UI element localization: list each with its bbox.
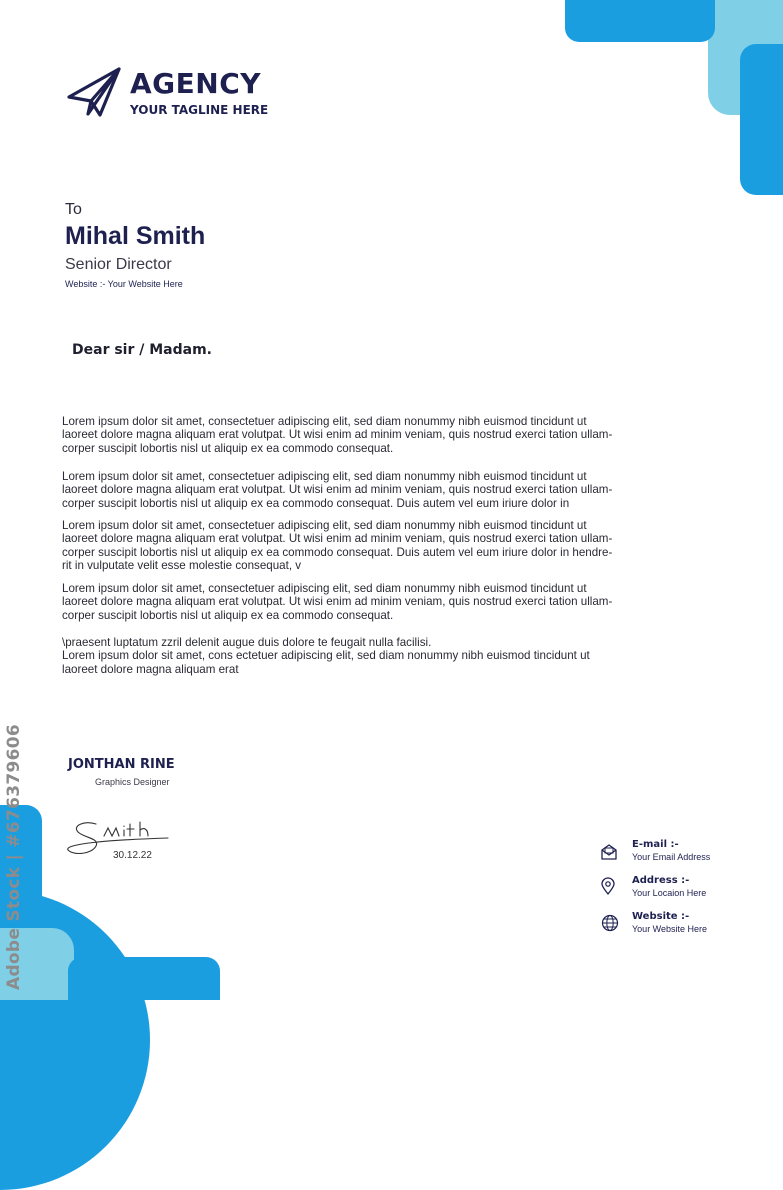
recipient-title: Senior Director (65, 256, 172, 273)
address-label: Address :- (632, 875, 690, 886)
website-label: Website :- (632, 911, 690, 922)
body-paragraph: Lorem ipsum dolor sit amet, consectetuer adipiscing elit, sed diam nonummy nibh euismod tincidunt ut laoreet dolore magna aliquam erat volutpat. Ut wisi enim ad minim veniam, quis nostrud exerci tation ullam- corper suscipit lobortis nisl ut aliquip ex ea commodo consequat. (62, 582, 613, 622)
globe-icon (601, 914, 619, 932)
brand-tagline: YOUR TAGLINE HERE (130, 103, 269, 117)
email-label: E-mail :- (632, 839, 679, 850)
to-label: To (65, 201, 82, 218)
corner-bar-top (565, 0, 715, 42)
salutation: Dear sir / Madam. (72, 342, 212, 358)
brand-name: AGENCY (130, 67, 262, 100)
signer-name: JONTHAN RINE (68, 757, 175, 772)
website-value: Your Website Here (632, 924, 708, 934)
recipient-website: Website :- Your Website Here (65, 279, 183, 289)
address-value: Your Locaion Here (632, 888, 707, 898)
body-paragraph: Lorem ipsum dolor sit amet, consectetuer adipiscing elit, sed diam nonummy nibh euismod tincidunt ut laoreet dolore magna aliquam erat volutpat. Ut wisi enim ad minim veniam, quis nostrud exerci tation ullam- corper suscipit lobortis nisl ut aliquip ex ea commodo consequat. Duis autem vel eum iriure dolor in hendre- rit in vulputate velit esse molestie consequat, v (62, 519, 613, 572)
recipient-name: Mihal Smith (65, 222, 206, 250)
body-paragraph: Lorem ipsum dolor sit amet, consectetuer adipiscing elit, sed diam nonummy nibh euismod tincidunt ut laoreet dolore magna aliquam erat volutpat. Ut wisi enim ad minim veniam, quis nostrud exerci tation ullam- corper suscipit lobortis nisl ut aliquip ex ea commodo consequat. (62, 415, 613, 455)
location-pin-icon (599, 877, 617, 895)
paper-plane-icon (66, 66, 122, 118)
mail-icon (600, 843, 618, 861)
body-paragraph: Lorem ipsum dolor sit amet, consectetuer adipiscing elit, sed diam nonummy nibh euismod tincidunt ut laoreet dolore magna aliquam erat volutpat. Ut wisi enim ad minim veniam, quis nostrud exerci tation ullam- corper suscipit lobortis nisl ut aliquip ex ea commodo consequat. Duis autem vel eum iriure dolor in (62, 470, 613, 510)
body-paragraph: \praesent luptatum zzril delenit augue duis dolore te feugait nulla facilisi. Lorem ipsum dolor sit amet, cons ectetuer adipiscing elit, sed diam nonummy nibh euismod tincidunt ut laoreet dolore magna aliquam erat (62, 636, 590, 676)
email-value: Your Email Address (632, 852, 711, 862)
corner-tall-shape-top (740, 44, 783, 195)
signature-date: 30.12.22 (113, 850, 152, 861)
stock-id-watermark: Adobe Stock | #676379606 (4, 723, 24, 990)
corner-bar-bottom (68, 957, 220, 1000)
signer-title: Graphics Designer (95, 777, 170, 787)
